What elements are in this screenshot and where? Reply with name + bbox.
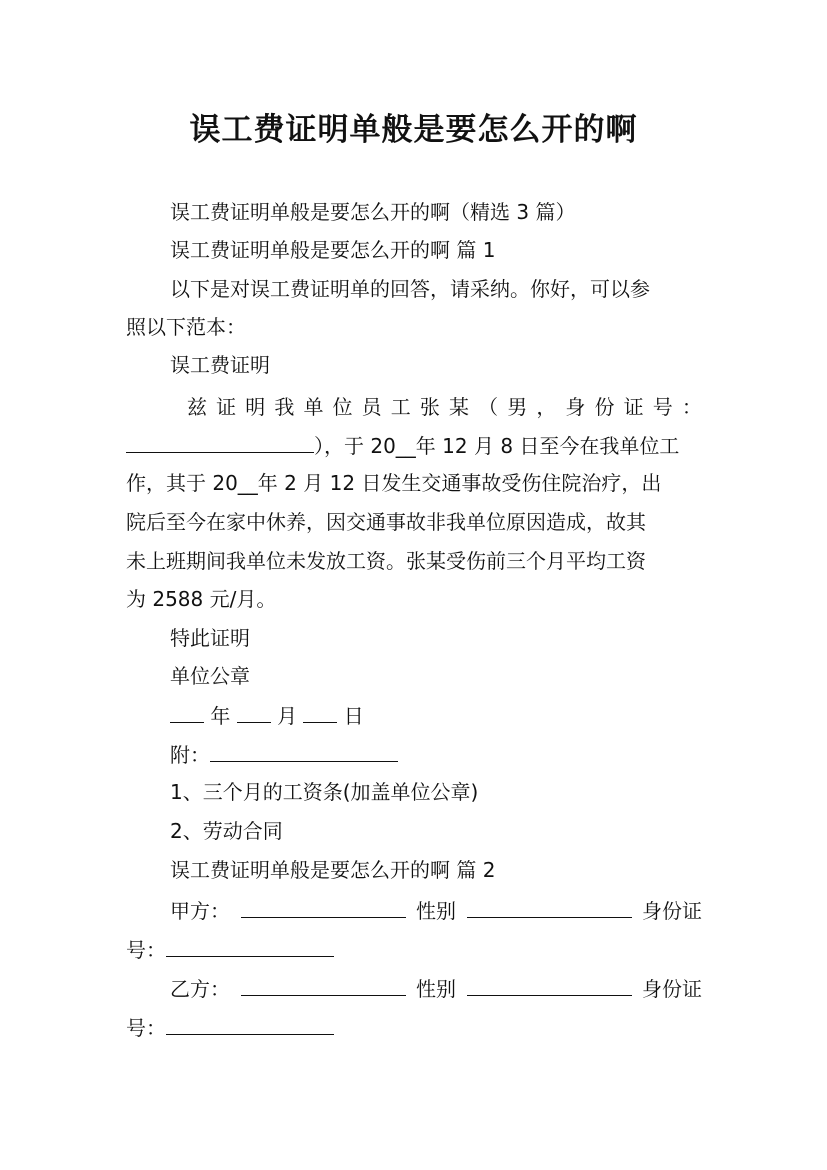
party-b-gender-blank [467,973,632,996]
cert-line-1-char: 男 [507,395,528,419]
cert-line-2 [126,430,702,461]
party-b-name-blank [241,973,406,996]
cert-line-1-char: 单 [303,395,324,419]
special-proof: 特此证明 [170,626,250,650]
cert-line-1-char: 工 [390,395,411,419]
party-b-label: 乙方： [170,977,230,1001]
party-a-line [170,895,702,926]
cert-line-1-char: 某 [448,395,469,419]
party-b-id-label: 身份证 [642,977,702,1001]
cert-line-1 [187,392,702,422]
attachment-item-2: 2、劳动合同 [170,819,283,843]
cert-line-1-char: 兹 [187,395,207,419]
day-label: 日 [343,704,364,728]
date-line [170,700,702,731]
unit-seal: 单位公章 [170,664,250,688]
party-a-label: 甲方： [170,899,230,923]
cert-line-1-char: 号 [652,395,673,419]
attachment-item-1: 1、三个月的工资条(加盖单位公章) [170,780,479,804]
part2-heading: 误工费证明单般是要怎么开的啊 篇 2 [170,858,496,882]
attachment-blank [210,739,398,762]
attachment-label: 附： [170,743,210,767]
part1-heading: 误工费证明单般是要怎么开的啊 篇 1 [170,238,496,262]
party-b-id-label-2: 号： [126,1016,166,1040]
day-blank [303,700,337,723]
attachment-line [170,739,702,770]
id-number-blank [126,430,314,453]
cert-line-1-char: 员 [361,395,382,419]
cert-line-6: 为 2588 元/月。 [126,587,277,611]
cert-line-1-char: 证 [623,395,644,419]
year-blank [170,700,204,723]
document-title: 误工费证明单般是要怎么开的啊 [189,112,638,148]
party-a-gender-blank [467,895,632,918]
answer-line-2: 照以下范本： [126,315,246,339]
cert-line-1-char: 身 [565,395,586,419]
party-b-gender-label: 性别 [416,977,456,1001]
cert-line-1-char: ： [681,395,702,419]
cert-line-5: 未上班期间我单位未发放工资。张某受伤前三个月平均工资 [126,549,646,573]
party-a-id-line [126,934,702,965]
cert-line-1-char: 位 [332,395,353,419]
party-b-line [170,973,702,1004]
party-a-id-label: 身份证 [642,899,702,923]
cert-line-1-char: 明 [245,395,266,419]
cert-line-1-char: 我 [274,395,295,419]
party-a-name-blank [241,895,406,918]
cert-line-1-char: 张 [419,395,440,419]
month-label: 月 [277,704,298,728]
answer-line-1: 以下是对误工费证明单的回答，请采纳。你好，可以参 [170,277,650,301]
year-label: 年 [210,704,231,728]
party-a-id-label-2: 号： [126,938,166,962]
month-blank [237,700,271,723]
cert-line-1-char: ， [536,395,557,419]
party-b-id-line [126,1012,702,1043]
cert-line-1-char: 份 [594,395,615,419]
cert-title: 误工费证明 [170,353,270,377]
party-a-id-blank [166,934,334,957]
cert-line-1-char: 证 [216,395,237,419]
cert-line-3: 作，其于 20__年 2 月 12 日发生交通事故受伤住院治疗，出 [126,471,662,495]
party-a-gender-label: 性别 [416,899,456,923]
cert-line-1-char: （ [478,395,499,419]
party-b-id-blank [166,1012,334,1035]
intro-line: 误工费证明单般是要怎么开的啊（精选 3 篇） [170,200,576,224]
cert-line-4: 院后至今在家中休养，因交通事故非我单位原因造成，故其 [126,510,646,534]
cert-line-2-text: ），于 20__年 12 月 8 日至今在我单位工 [314,434,680,458]
